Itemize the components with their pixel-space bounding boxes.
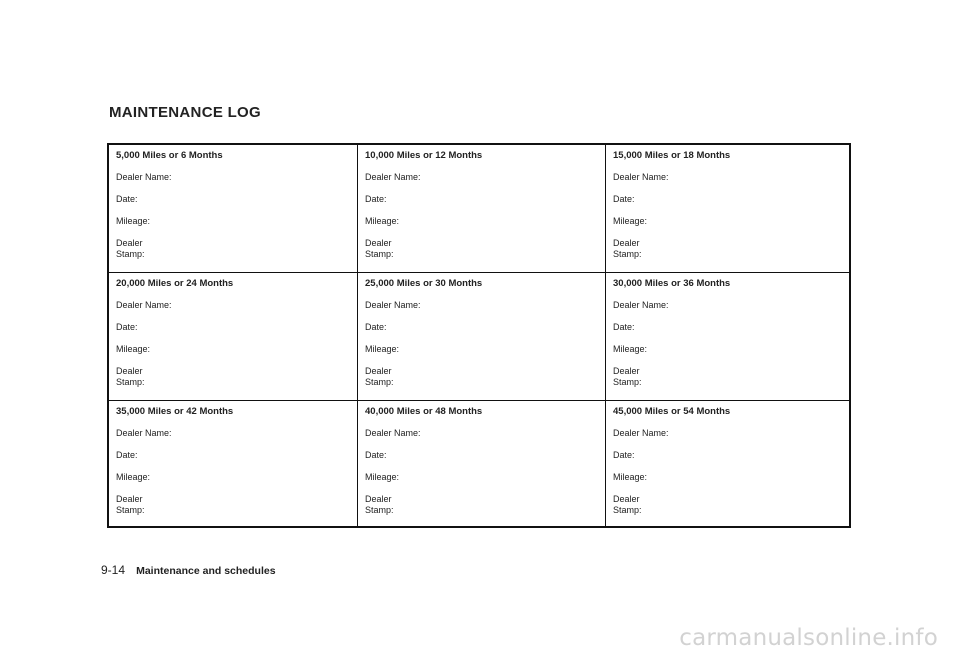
mileage-field: Mileage: — [613, 216, 648, 226]
log-entry-30000 — [605, 272, 849, 400]
dealer-stamp-label-line2: Stamp: — [116, 249, 145, 259]
date-field: Date: — [613, 322, 635, 332]
dealer-stamp-label-line1: Dealer — [116, 494, 143, 504]
date-field: Date: — [365, 322, 387, 332]
dealer-name-field: Dealer Name: — [116, 172, 172, 182]
dealer-stamp-label-line1: Dealer — [365, 238, 392, 248]
log-entry-25000 — [357, 272, 605, 400]
log-entry-20000 — [109, 272, 357, 400]
dealer-stamp-label-line1: Dealer — [613, 238, 640, 248]
interval-heading: 10,000 Miles or 12 Months — [365, 150, 483, 161]
date-field: Date: — [613, 450, 635, 460]
dealer-stamp-label-line1: Dealer — [613, 366, 640, 376]
dealer-name-field: Dealer Name: — [365, 300, 421, 310]
dealer-name-field: Dealer Name: — [613, 300, 669, 310]
dealer-stamp-field — [116, 238, 349, 260]
page-title: MAINTENANCE LOG — [109, 104, 261, 121]
log-entry-5000 — [109, 145, 357, 272]
dealer-stamp-label-line1: Dealer — [116, 238, 143, 248]
dealer-stamp-label-line1: Dealer — [365, 494, 392, 504]
log-entry-40000 — [357, 400, 605, 526]
date-field: Date: — [116, 194, 138, 204]
log-entry-10000 — [357, 145, 605, 272]
mileage-field: Mileage: — [116, 344, 151, 354]
dealer-stamp-label-line2: Stamp: — [613, 249, 642, 259]
dealer-stamp-field — [365, 366, 597, 388]
log-entry-35000 — [109, 400, 357, 526]
dealer-stamp-label-line1: Dealer — [613, 494, 640, 504]
mileage-field: Mileage: — [365, 344, 400, 354]
interval-heading: 40,000 Miles or 48 Months — [365, 406, 483, 417]
dealer-stamp-label-line2: Stamp: — [116, 377, 145, 387]
dealer-stamp-field — [613, 494, 841, 516]
dealer-stamp-label-line2: Stamp: — [613, 505, 642, 515]
dealer-stamp-label-line1: Dealer — [116, 366, 143, 376]
date-field: Date: — [365, 450, 387, 460]
dealer-name-field: Dealer Name: — [365, 172, 421, 182]
date-field: Date: — [116, 450, 138, 460]
interval-heading: 45,000 Miles or 54 Months — [613, 406, 731, 417]
section-name: Maintenance and schedules — [136, 565, 276, 577]
dealer-stamp-field — [116, 366, 349, 388]
dealer-stamp-field — [613, 366, 841, 388]
interval-heading: 25,000 Miles or 30 Months — [365, 278, 483, 289]
maintenance-log-table — [107, 143, 851, 528]
mileage-field: Mileage: — [116, 216, 151, 226]
page-footer — [101, 563, 276, 577]
mileage-field: Mileage: — [365, 472, 400, 482]
mileage-field: Mileage: — [613, 472, 648, 482]
date-field: Date: — [365, 194, 387, 204]
log-entry-15000 — [605, 145, 849, 272]
dealer-stamp-label-line2: Stamp: — [365, 505, 394, 515]
log-entry-45000 — [605, 400, 849, 526]
interval-heading: 15,000 Miles or 18 Months — [613, 150, 731, 161]
date-field: Date: — [116, 322, 138, 332]
dealer-name-field: Dealer Name: — [613, 172, 669, 182]
dealer-stamp-field — [613, 238, 841, 260]
dealer-stamp-label-line2: Stamp: — [365, 377, 394, 387]
dealer-stamp-label-line2: Stamp: — [613, 377, 642, 387]
dealer-stamp-label-line2: Stamp: — [365, 249, 394, 259]
dealer-stamp-field — [365, 494, 597, 516]
mileage-field: Mileage: — [613, 344, 648, 354]
interval-heading: 35,000 Miles or 42 Months — [116, 406, 234, 417]
interval-heading: 30,000 Miles or 36 Months — [613, 278, 731, 289]
interval-heading: 20,000 Miles or 24 Months — [116, 278, 234, 289]
dealer-stamp-field — [116, 494, 349, 516]
watermark-text: carmanualsonline.info — [679, 625, 938, 651]
dealer-name-field: Dealer Name: — [365, 428, 421, 438]
dealer-stamp-label-line1: Dealer — [365, 366, 392, 376]
interval-heading: 5,000 Miles or 6 Months — [116, 150, 223, 161]
dealer-name-field: Dealer Name: — [613, 428, 669, 438]
mileage-field: Mileage: — [116, 472, 151, 482]
dealer-stamp-field — [365, 238, 597, 260]
mileage-field: Mileage: — [365, 216, 400, 226]
dealer-name-field: Dealer Name: — [116, 428, 172, 438]
date-field: Date: — [613, 194, 635, 204]
page-number: 9-14 — [101, 563, 126, 577]
dealer-stamp-label-line2: Stamp: — [116, 505, 145, 515]
dealer-name-field: Dealer Name: — [116, 300, 172, 310]
